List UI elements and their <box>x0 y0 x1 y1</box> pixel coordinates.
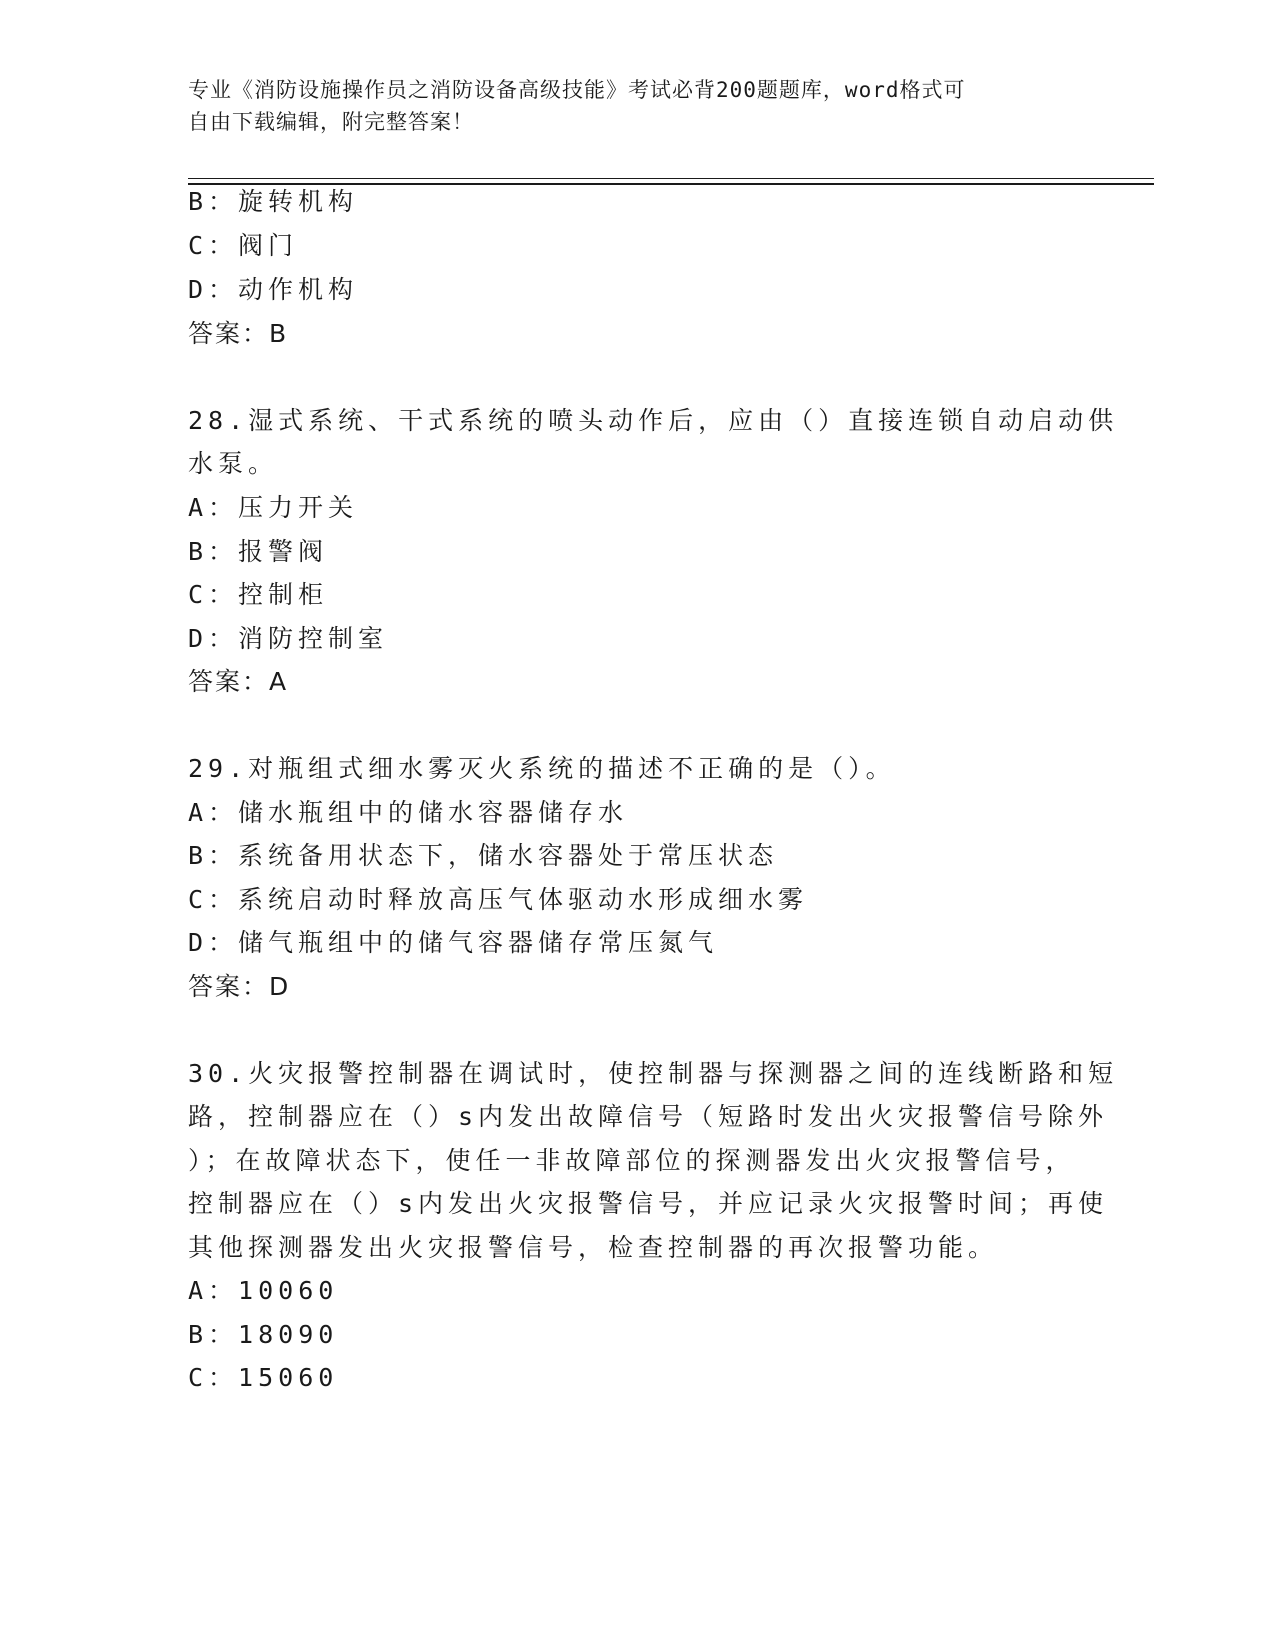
q27-option-b: B：旋转机构 <box>188 187 359 216</box>
q30-stem-line-1: 30.火灾报警控制器在调试时，使控制器与探测器之间的连线断路和短 <box>188 1059 1119 1088</box>
q28-answer: 答案：A <box>188 667 289 696</box>
q30-option-a: A：10060 <box>188 1276 339 1305</box>
q29-answer: 答案：D <box>188 972 291 1001</box>
q30-stem-line-5: 其他探测器发出火灾报警信号，检查控制器的再次报警功能。 <box>188 1233 999 1262</box>
q29-option-a: A：储水瓶组中的储水容器储存水 <box>188 798 629 827</box>
q29-option-b: B：系统备用状态下，储水容器处于常压状态 <box>188 841 779 870</box>
q30-stem-line-3: ）；在故障状态下，使任一非故障部位的探测器发出火灾报警信号， <box>188 1146 1076 1175</box>
q28-option-c: C：控制柜 <box>188 580 329 609</box>
q28-stem-line-1: 28.湿式系统、干式系统的喷头动作后，应由（）直接连锁自动启动供 <box>188 406 1119 435</box>
q28-option-a: A：压力开关 <box>188 493 359 522</box>
q28-option-b: B：报警阀 <box>188 537 329 566</box>
header-line-1: 专业《消防设施操作员之消防设备高级技能》考试必背200题题库，word格式可 <box>188 78 966 102</box>
q30-option-c: C：15060 <box>188 1363 339 1392</box>
q29-option-c: C：系统启动时释放高压气体驱动水形成细水雾 <box>188 885 809 914</box>
q29-option-d: D：储气瓶组中的储气容器储存常压氮气 <box>188 928 719 957</box>
q30-option-b: B：18090 <box>188 1320 339 1349</box>
q27-answer: 答案：B <box>188 319 289 348</box>
document-header <box>188 74 1068 138</box>
q28-option-d: D：消防控制室 <box>188 624 389 653</box>
q28-stem-line-2: 水泵。 <box>188 449 279 478</box>
header-line-2: 自由下载编辑，附完整答案！ <box>188 110 474 134</box>
q27-option-c: C：阀门 <box>188 231 299 260</box>
q29-stem-line-1: 29.对瓶组式细水雾灭火系统的描述不正确的是（）。 <box>188 754 896 783</box>
header-divider-thin <box>188 178 1154 179</box>
q30-stem-line-2: 路，控制器应在（）s内发出故障信号（短路时发出火灾报警信号除外 <box>188 1102 1109 1131</box>
q27-option-d: D：动作机构 <box>188 275 359 304</box>
q30-stem-line-4: 控制器应在（）s内发出火灾报警信号，并应记录火灾报警时间；再使 <box>188 1189 1109 1218</box>
